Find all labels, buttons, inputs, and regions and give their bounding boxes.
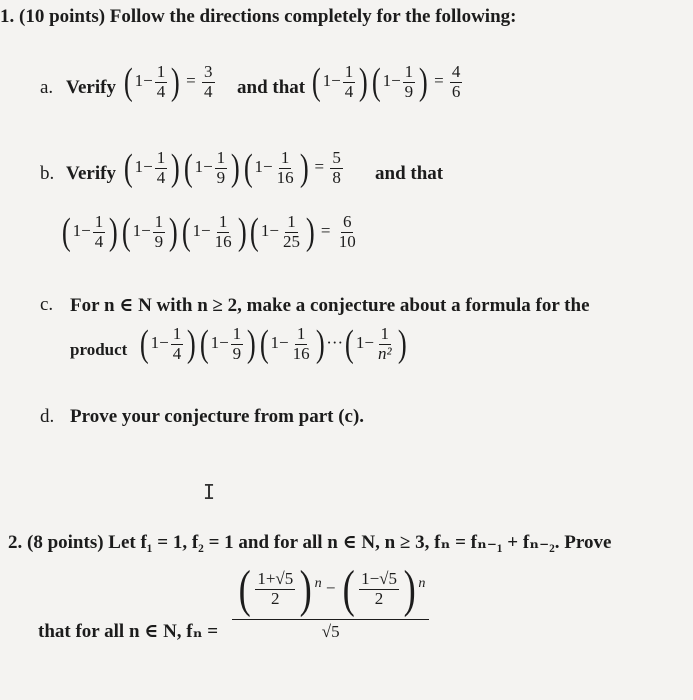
part-b-verify: Verify — [66, 163, 116, 184]
text-cursor: I — [203, 480, 216, 504]
part-c-equation: ( 1− $\frac{1}{4}$ )( 1− $\frac{1}{9}$ )( 1− $\frac{1}{16}$ ) ···( 1− $\frac{1}{\text{n²}}$ ) — [139, 323, 407, 365]
part-d-label: d. — [40, 406, 55, 427]
part-d-text: Prove your conjecture from part (c). — [70, 406, 365, 427]
fibonacci-denominator: √5 — [321, 622, 340, 641]
part-c-product: product — [70, 340, 128, 359]
fibonacci-formula — [232, 560, 429, 642]
part-b-equation-2: ( 1− $\frac{1}{4}$ )( 1− $\frac{1}{9}$ )( 1− $\frac{1}{16}$ )( 1− $\frac{1}{25}$ ) = $\frac{6}{10}$ — [61, 211, 356, 253]
part-b-label: b. — [40, 163, 55, 184]
part-a-verify: Verify — [66, 77, 116, 98]
part-a-and-that: and that — [237, 77, 306, 98]
problem2-header: 2. (8 points) Let f₁ = 1, f₂ = 1 and for all n ∈ N, n ≥ 3, fₙ = fₙ₋₁ + fₙ₋₂. Prove — [8, 532, 612, 553]
part-b-and-that: and that — [375, 163, 444, 184]
part-c-label: c. — [40, 294, 54, 315]
problem1-header: 1. (10 points) Follow the directions completely for the following: — [0, 6, 517, 27]
fibonacci-numerator: ( $\frac{1+√5}{2}$ ) $^n$ − ( $\frac{1-√5}{2}$ ) $^n$ — [232, 560, 429, 620]
problem2-that-text: that for all n ∈ N, fₙ = — [38, 621, 219, 642]
part-a-equation-2: ( 1− $\frac{1}{4}$ )( 1− $\frac{1}{9}$ ) = $\frac{4}{6}$ — [311, 61, 461, 103]
part-b-equation-1: ( 1− $\frac{1}{4}$ )( 1− $\frac{1}{9}$ )( 1− $\frac{1}{16}$ ) = $\frac{5}{8}$ — [123, 147, 341, 189]
part-c-text: For n ∈ N with n ≥ 2, make a conjecture about a formula for the — [70, 295, 590, 316]
part-a-equation-1: ( 1− $\frac{1}{4}$ ) = $\frac{3}{4}$ — [123, 61, 213, 103]
part-a-label: a. — [40, 77, 54, 98]
